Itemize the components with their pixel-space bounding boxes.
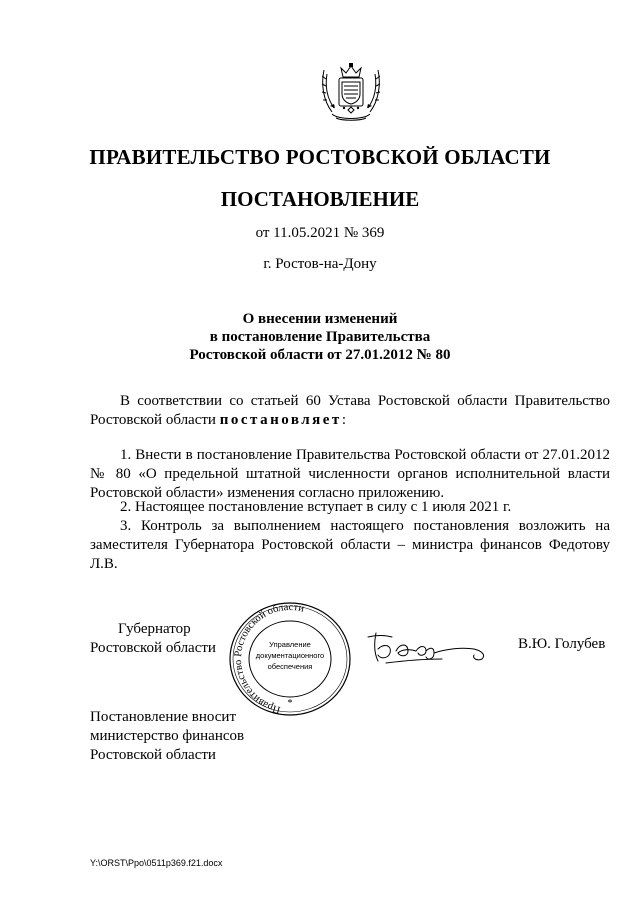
- city-name: г. Ростов-на-Дону: [263, 256, 377, 272]
- subject-line: О внесении изменений: [242, 311, 398, 327]
- submitted-line: Постановление вносит: [90, 709, 237, 725]
- signatory-position: [90, 620, 216, 658]
- file-path: Y:\ORST\Ppo\0511p369.f21.docx: [90, 858, 223, 868]
- subject-line: Ростовской области от 27.01.2012 № 80: [189, 347, 451, 363]
- submitted-line: Ростовской области: [90, 747, 216, 763]
- governor-name: В.Ю. Голубев: [518, 636, 606, 652]
- stamp-ring-text: Правительство Ростовской области: [232, 601, 306, 716]
- stamp-star: *: [287, 698, 293, 709]
- stamp-center-line: обеспечения: [267, 662, 313, 671]
- submitted-by: [90, 708, 244, 765]
- stamp-center-line: Управление: [269, 640, 311, 649]
- resolution-item-3: 3. Контроль за выполнением настоящего постановления возложить на заместителя Губернатора Ростовской области – министра финансов Федотову Л.В.: [90, 518, 610, 572]
- intro-text: В соответствии со статьей 60 Устава Ростовской области Правительство Ростовской области: [90, 393, 610, 428]
- submitted-line: министерство финансов: [90, 728, 245, 744]
- position-line: Ростовской области: [90, 640, 216, 656]
- handwritten-signature: [362, 625, 492, 670]
- official-stamp: [228, 600, 352, 718]
- stamp-center-line: документационного: [255, 651, 325, 660]
- resolution-item-2: 2. Настоящее постановление вступает в силу с 1 июля 2021 г.: [120, 499, 512, 515]
- document-type: ПОСТАНОВЛЕНИЕ: [220, 187, 420, 211]
- government-title: ПРАВИТЕЛЬСТВО РОСТОВСКОЙ ОБЛАСТИ: [89, 145, 551, 169]
- intro-paragraph: [90, 392, 610, 430]
- subject-line: в постановление Правительства: [209, 329, 431, 345]
- coat-of-arms-icon: [318, 62, 384, 124]
- intro-end: :: [341, 412, 346, 428]
- position-line: Губернатор: [118, 621, 191, 637]
- resolution-item-1: 1. Внести в постановление Правительства Ростовской области от 27.01.2012 № 80 «О предельной штатной численности органов исполнительной власти Ростовской области» изменения согласно приложению.: [90, 447, 610, 501]
- resolves-keyword: постановляет: [219, 412, 342, 428]
- document-date-number: от 11.05.2021 № 369: [255, 225, 385, 241]
- document-subject: [0, 310, 640, 364]
